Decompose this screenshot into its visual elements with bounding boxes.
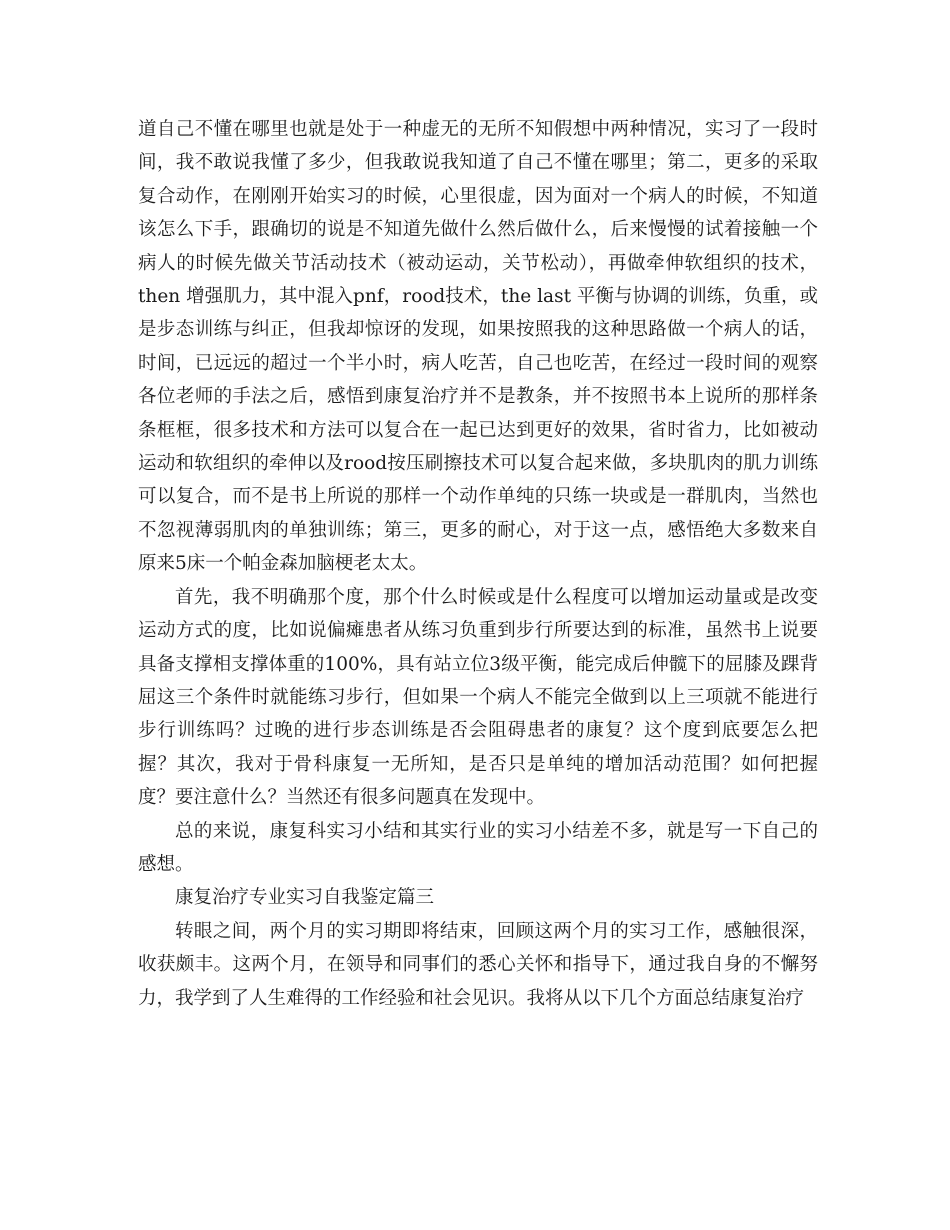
paragraph: 转眼之间，两个月的实习期即将结束，回顾这两个月的实习工作，感触很深，收获颇丰。这两个月，在领导和同事们的悉心关怀和指导下，通过我自身的不懈努力，我学到了人生难得的工作经验和社会见识。我将从以下几个方面总结康复治疗 — [138, 920, 818, 1009]
paragraph: 总的来说，康复科实习小结和其实行业的实习小结差不多，就是写一下自己的感想。 — [138, 820, 818, 875]
document-body — [138, 113, 818, 1015]
paragraph: 首先，我不明确那个度，那个什么时候或是什么程度可以增加运动量或是改变运动方式的度，比如说偏瘫患者从练习负重到步行所要达到的标准，虽然书上说要具备支撑相支撑体重的100%，具有站立位3级平衡，能完成后伸髋下的屈膝及踝背屈这三个条件时就能练习步行，但如果一个病人不能完全做到以上三项就不能进行步行训练吗？过晚的进行步态训练是否会阻碍患者的康复？这个度到底要怎么把握？其次，我对于骨科康复一无所知，是否只是单纯的增加活动范围？如何把握度？要注意什么？当然还有很多问题真在发现中。 — [138, 586, 818, 809]
paragraph: 道自己不懂在哪里也就是处于一种虚无的无所不知假想中两种情况，实习了一段时间，我不敢说我懂了多少，但我敢说我知道了自己不懂在哪里；第二，更多的采取复合动作，在刚刚开始实习的时候，心里很虚，因为面对一个病人的时候，不知道该怎么下手，跟确切的说是不知道先做什么然后做什么，后来慢慢的试着接触一个病人的时候先做关节活动技术（被动运动，关节松动），再做牵伸软组织的技术，then 增强肌力，其中混入pnf，rood技术，the last 平衡与协调的训练，负重，或是步态训练与纠正，但我却惊讶的发现，如果按照我的这种思路做一个病人的话，时间，已远远的超过一个半小时，病人吃苦，自己也吃苦，在经过一段时间的观察各位老师的手法之后，感悟到康复治疗并不是教条，并不按照书本上说所的那样条条框框，很多技术和方法可以复合在一起已达到更好的效果，省时省力，比如被动运动和软组织的牵伸以及rood按压刷擦技术可以复合起来做，多块肌肉的肌力训练可以复合，而不是书上所说的那样一个动作单纯的只练一块或是一群肌肉，当然也不忽视薄弱肌肉的单独训练；第三，更多的耐心，对于这一点，感悟绝大多数来自原来5床一个帕金森加脑梗老太太。 — [138, 119, 818, 575]
section-heading: 康复治疗专业实习自我鉴定篇三 — [175, 887, 435, 909]
